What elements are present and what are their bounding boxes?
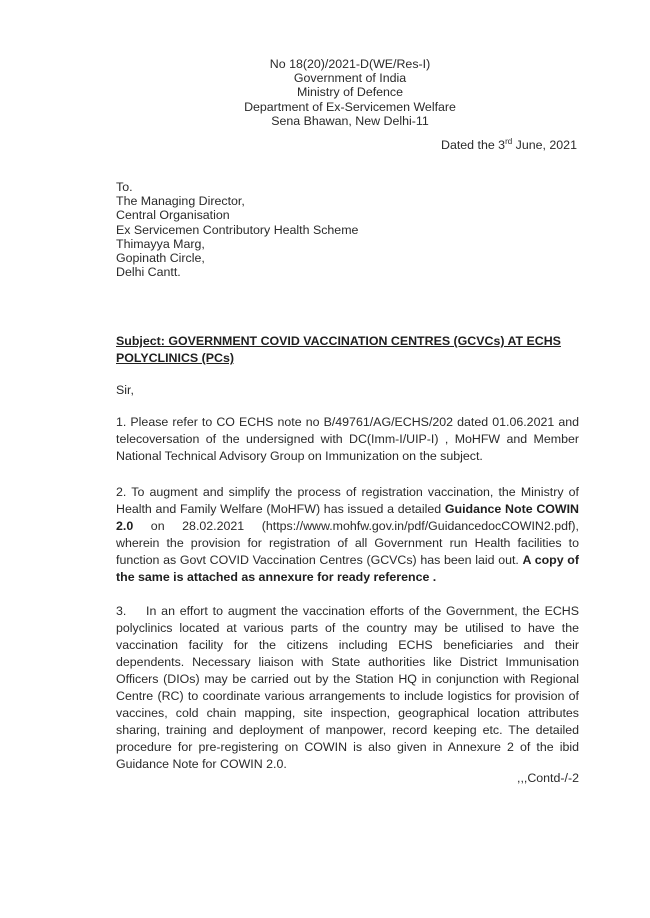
annexure-note: A copy of the same is attached as annexure for ready reference . — [116, 553, 579, 584]
letterhead — [0, 57, 650, 128]
paragraph-1: 1. Please refer to CO ECHS note no B/49761/AG/ECHS/202 dated 01.06.2021 and telecoversation of the undersigned with DC(Imm-I/UIP-I) , MoHFW and Member National Technical Advisory Group on Immunization on the subject. — [116, 415, 579, 463]
paragraph-2-text: 2. To augment and simplify the process of registration vaccination, the Ministry of Health and Family Welfare (MoHFW) has issued a detailed — [116, 485, 579, 516]
address-line: Gopinath Circle, — [116, 251, 205, 266]
address-line: Ex Servicemen Contributory Health Scheme — [116, 222, 359, 237]
ministry-line: Ministry of Defence — [296, 85, 404, 100]
paragraph-3-text: In an effort to augment the vaccination efforts of the Government, the ECHS polyclinics located at various parts of the country may be utilised to have the vaccination facility for the citizens including ECHS beneficiaries and their dependents. Necessary liaison with State authorities like District Immunisation Officers (DIOs) may be carried out by the Station HQ in conjunction with Regional Centre (RC) to coordinate various arrangements to include logistics for provision of vaccines, cold chain mapping, site inspection, geographical location attributes sharing, training and deployment of manpower, record keeping etc. The detailed procedure for pre-registering on COWIN is also given in Annexure 2 of the ibid Guidance Note for COWIN 2.0. — [116, 604, 579, 771]
address-line: To. — [116, 180, 133, 194]
paragraph-3 — [116, 603, 579, 773]
address-line: Delhi Cantt. — [116, 265, 181, 280]
reference-number: No 18(20)/2021-D(WE/Res-I) — [269, 57, 431, 71]
address-line: Thimayya Marg, — [116, 236, 205, 251]
date-prefix: Dated the 3 — [441, 138, 506, 152]
letter-date — [441, 137, 577, 152]
salutation: Sir, — [116, 383, 134, 397]
office-address-line: Sena Bhawan, New Delhi-11 — [271, 113, 429, 128]
guidance-note-title: Guidance Note COWIN 2.0 — [116, 502, 580, 533]
date-superscript: rd — [505, 137, 513, 146]
paragraph-2-text: on 28.02.2021 (https://www.mohfw.gov.in/pdf/GuidancedocCOWIN2.pdf), wherein the provision for registration of all Government run Health facilities to function as Govt COVID Vaccination Centres (GCVCs) has been laid out. — [116, 519, 579, 567]
address-line: The Managing Director, — [116, 194, 245, 209]
department-line: Department of Ex-Servicemen Welfare — [244, 99, 456, 114]
paragraph-2 — [116, 484, 579, 586]
paragraph-number: 3. — [116, 604, 127, 618]
subject-line: Subject: GOVERNMENT COVID VACCINATION CENTRES (GCVCs) AT ECHS POLYCLINICS (PCs) — [116, 334, 561, 365]
continued-marker: ,,,Contd-/-2 — [517, 771, 579, 785]
government-line: Government of India — [293, 71, 407, 86]
recipient-address — [116, 180, 358, 279]
date-suffix: June, 2021 — [512, 138, 577, 152]
address-line: Central Organisation — [116, 208, 230, 223]
